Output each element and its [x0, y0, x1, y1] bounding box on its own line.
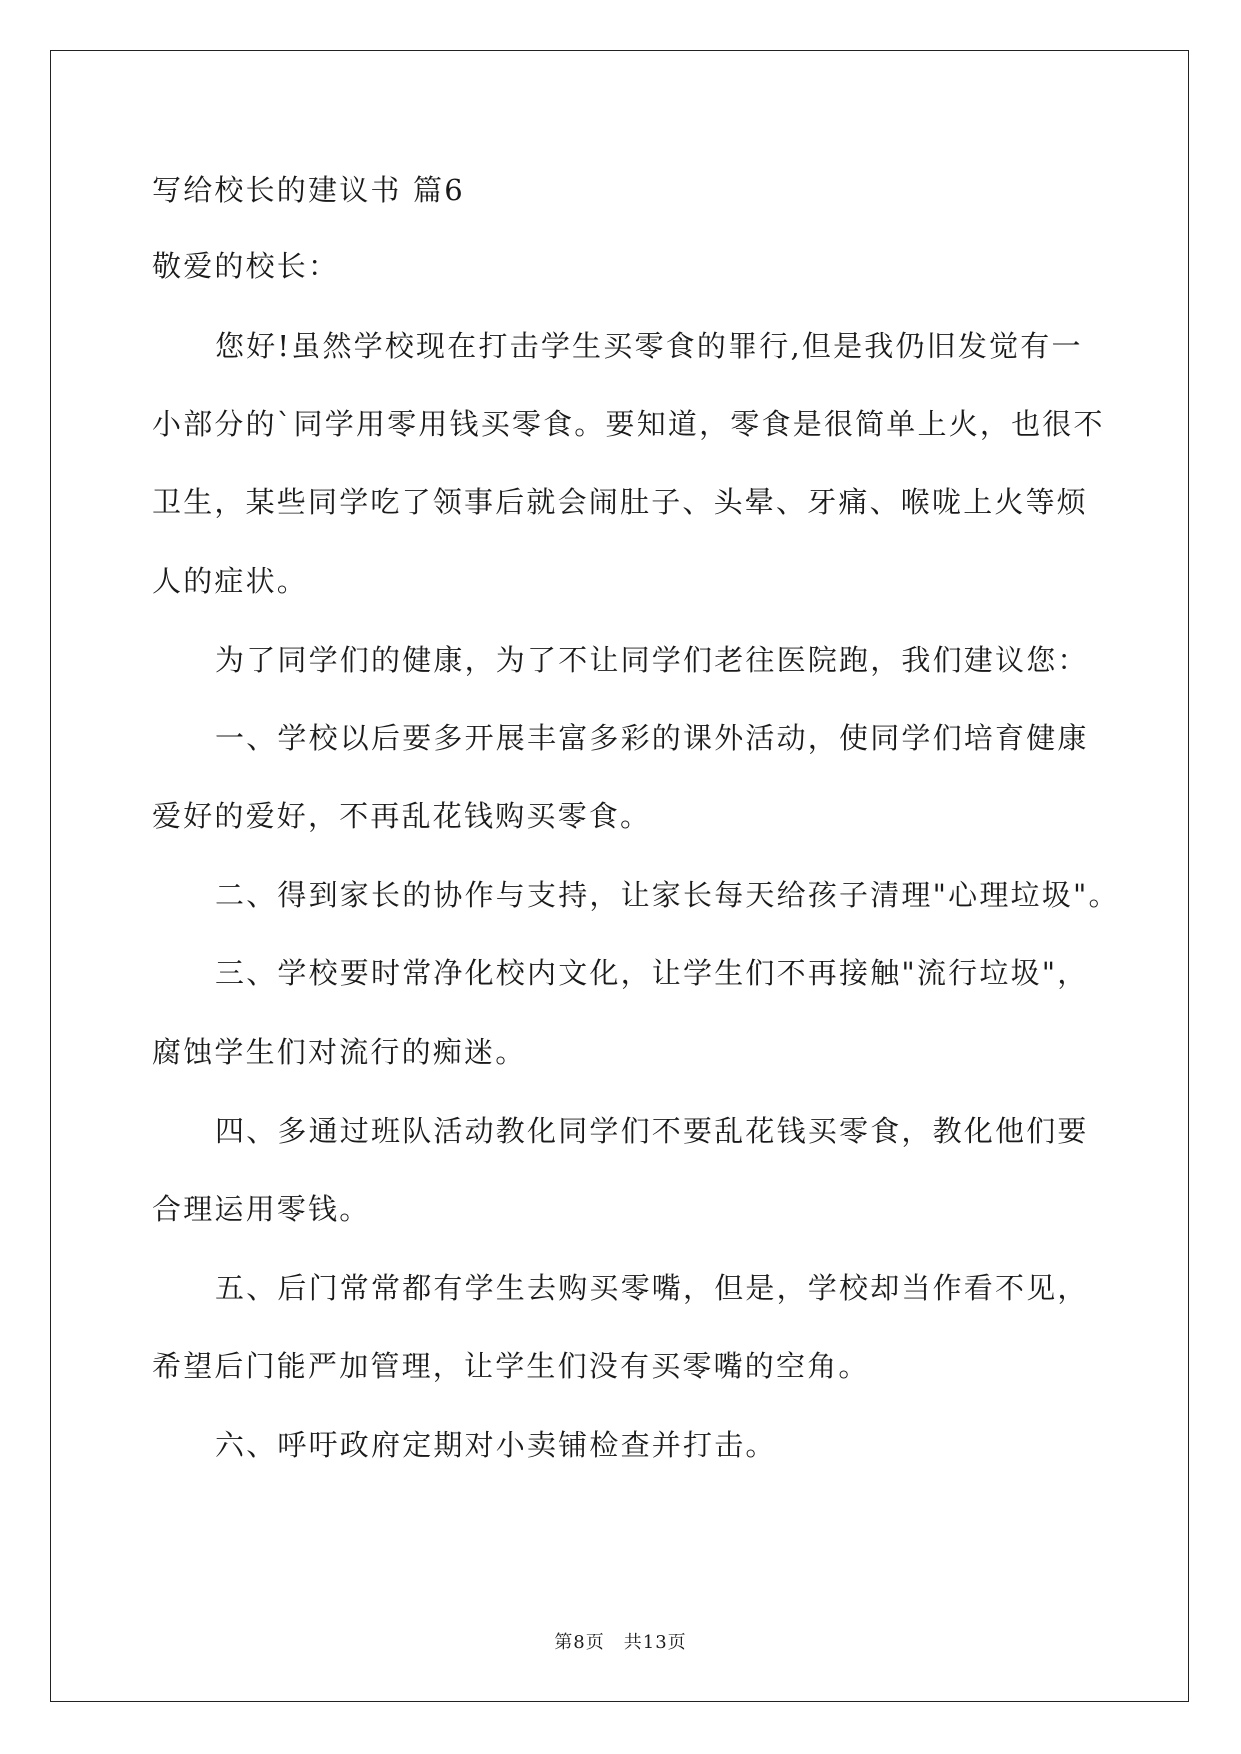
- paragraph-line: 二、得到家长的协作与支持，让家长每天给孩子清理"心理垃圾"。: [215, 878, 1120, 912]
- paragraph-line: 一、学校以后要多开展丰富多彩的课外活动，使同学们培育健康: [215, 721, 1089, 755]
- document-title: 写给校长的建议书 篇6: [152, 173, 465, 207]
- paragraph-line: 卫生，某些同学吃了领事后就会闹肚子、头晕、牙痛、喉咙上火等烦: [152, 485, 1089, 519]
- paragraph-line: 爱好的爱好，不再乱花钱购买零食。: [152, 799, 652, 833]
- paragraph-line: 希望后门能严加管理，让学生们没有买零嘴的空角。: [152, 1349, 870, 1383]
- page-number-footer: 第8页 共13页: [554, 1632, 687, 1653]
- salutation: 敬爱的校长：: [152, 249, 340, 283]
- paragraph-line: 合理运用零钱。: [152, 1192, 371, 1226]
- paragraph-line: 六、呼吁政府定期对小卖铺检查并打击。: [215, 1428, 777, 1462]
- paragraph-line: 您好!虽然学校现在打击学生买零食的罪行,但是我仍旧发觉有一: [215, 329, 1083, 363]
- paragraph-line: 小部分的`同学用零用钱买零食。要知道，零食是很简单上火，也很不: [152, 407, 1105, 441]
- paragraph-line: 腐蚀学生们对流行的痴迷。: [152, 1035, 527, 1069]
- paragraph-line: 为了同学们的健康，为了不让同学们老往医院跑，我们建议您：: [215, 643, 1089, 677]
- paragraph-line: 五、后门常常都有学生去购买零嘴，但是，学校却当作看不见，: [215, 1271, 1089, 1305]
- paragraph-line: 人的症状。: [152, 564, 309, 598]
- paragraph-line: 三、学校要时常净化校内文化，让学生们不再接触"流行垃圾"，: [215, 956, 1089, 990]
- paragraph-line: 四、多通过班队活动教化同学们不要乱花钱买零食，教化他们要: [215, 1114, 1089, 1148]
